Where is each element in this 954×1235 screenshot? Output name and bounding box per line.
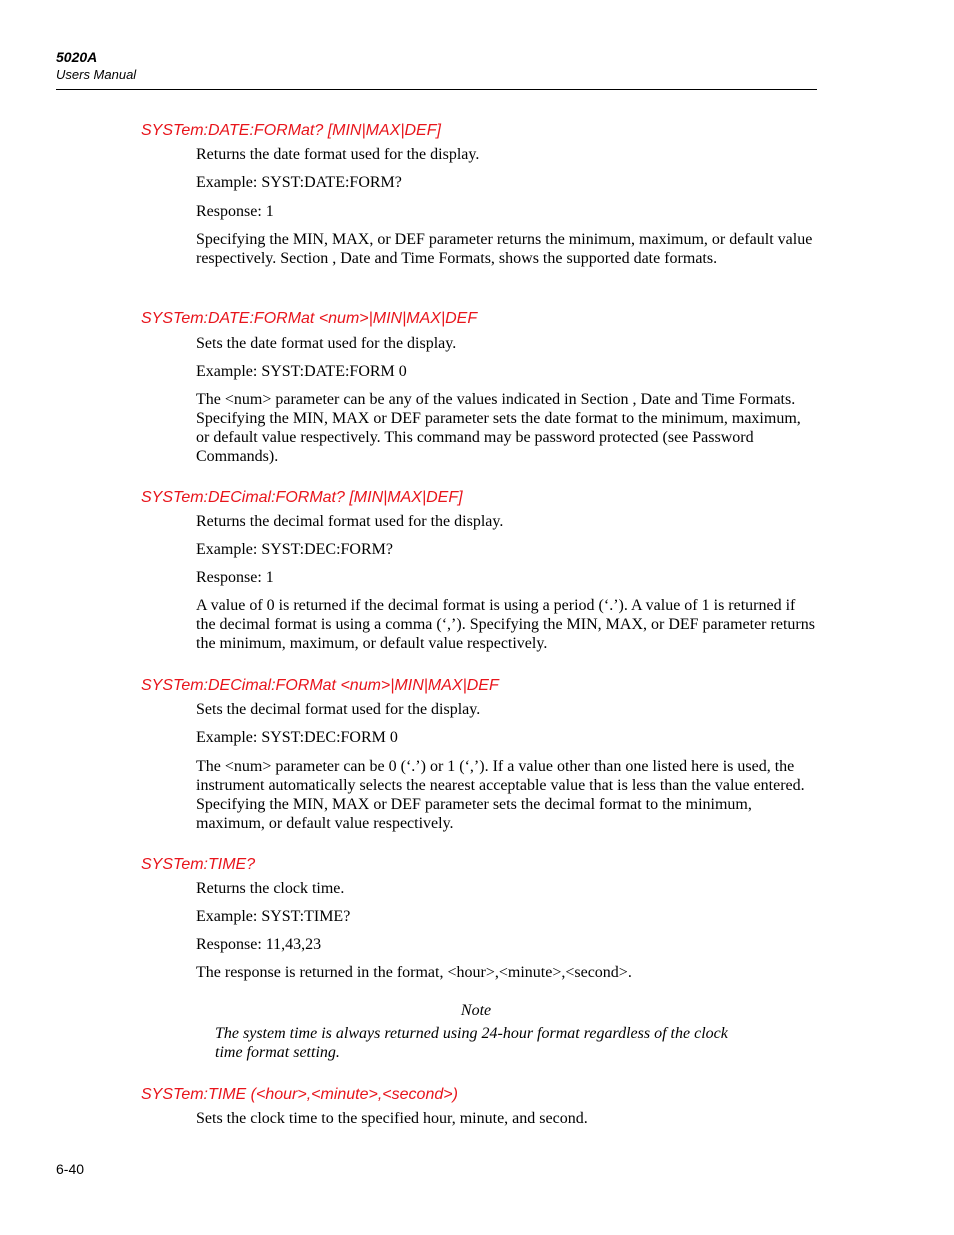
paragraph: Specifying the MIN, MAX, or DEF parameter returns the minimum, maximum, or default value respectively. Section , Date and Time Formats, shows the supported date formats. xyxy=(196,231,813,267)
example-line: Example: SYST:DEC:FORM 0 xyxy=(196,729,398,746)
command-heading-decimal-format-query: SYSTem:DECimal:FORMat? [MIN|MAX|DEF] xyxy=(141,489,463,506)
command-heading-date-format-query: SYSTem:DATE:FORMat? [MIN|MAX|DEF] xyxy=(141,122,441,139)
paragraph: Returns the date format used for the display. xyxy=(196,146,480,163)
example-line: Example: SYST:TIME? xyxy=(196,908,351,925)
paragraph: Sets the clock time to the specified hour, minute, and second. xyxy=(196,1110,588,1127)
paragraph: A value of 0 is returned if the decimal format is using a period (‘.’). A value of 1 is returned if the decimal format is using a comma (‘,’). Specifying the MIN, MAX, or DEF parameter returns the minimum, maximum, or default value respectively. xyxy=(196,597,815,652)
paragraph: The response is returned in the format, <hour>,<minute>,<second>. xyxy=(196,964,632,981)
paragraph: Returns the clock time. xyxy=(196,880,345,897)
example-line: Example: SYST:DATE:FORM? xyxy=(196,174,402,191)
paragraph: The <num> parameter can be 0 (‘.’) or 1 (‘,’). If a value other than one listed here is used, the instrument automatically selects the nearest acceptable value that is less than the value entered. Specifying the MIN, MAX or DEF parameter sets the decimal format to the minimum, maximum, or default value respectively. xyxy=(196,758,805,832)
command-heading-decimal-format-set: SYSTem:DECimal:FORMat <num>|MIN|MAX|DEF xyxy=(141,677,499,694)
note-text: The system time is always returned using 24-hour format regardless of the clock time format setting. xyxy=(215,1025,728,1061)
paragraph: The <num> parameter can be any of the values indicated in Section , Date and Time Formats. Specifying the MIN, MAX or DEF parameter sets the date format to the minimum, maximum, or default value respectively. This command may be password protected (see Password Commands). xyxy=(196,391,801,465)
paragraph: Sets the decimal format used for the display. xyxy=(196,701,481,718)
command-heading-date-format-set: SYSTem:DATE:FORMat <num>|MIN|MAX|DEF xyxy=(141,310,478,327)
paragraph: Returns the decimal format used for the display. xyxy=(196,513,504,530)
paragraph: Sets the date format used for the display. xyxy=(196,335,457,352)
example-line: Example: SYST:DEC:FORM? xyxy=(196,541,393,558)
command-heading-time-query: SYSTem:TIME? xyxy=(141,856,256,873)
page-header xyxy=(56,48,816,84)
note-title: Note xyxy=(460,1002,492,1019)
example-line: Example: SYST:DATE:FORM 0 xyxy=(196,363,407,380)
response-line: Response: 1 xyxy=(196,569,274,586)
manual-title: Users Manual xyxy=(56,67,137,82)
command-heading-time-set: SYSTem:TIME (<hour>,<minute>,<second>) xyxy=(141,1086,458,1103)
response-line: Response: 11,43,23 xyxy=(196,936,322,953)
response-line: Response: 1 xyxy=(196,203,274,220)
header-divider xyxy=(56,89,817,90)
model-name: 5020A xyxy=(56,49,98,65)
page-number: 6-40 xyxy=(56,1161,85,1177)
